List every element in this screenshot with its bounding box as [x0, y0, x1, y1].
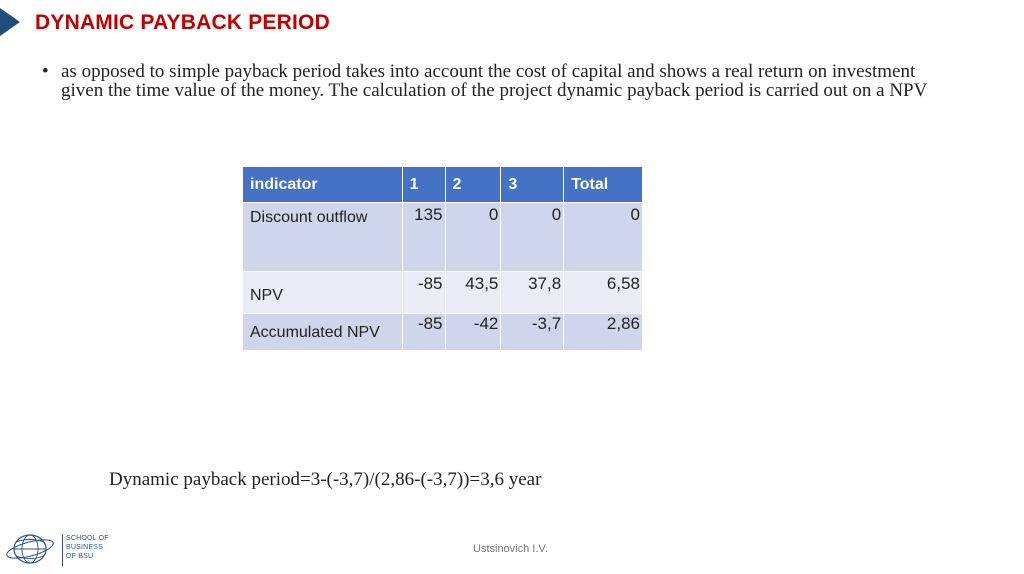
- table-cell: 0: [445, 203, 501, 272]
- table-header-cell: 1: [402, 167, 445, 203]
- footer-author: Ustsinovich I.V.: [473, 543, 548, 555]
- logo-divider: [62, 534, 63, 566]
- row-label: Discount outflow: [243, 203, 403, 272]
- table-cell: 6,58: [564, 272, 643, 314]
- table-header-cell: Total: [564, 167, 643, 203]
- logo-text: [66, 534, 109, 561]
- table-row: [243, 203, 643, 272]
- logo-line: SCHOOL OF: [66, 535, 109, 542]
- table-cell: -42: [445, 314, 501, 351]
- table-header-cell: 3: [501, 167, 564, 203]
- table-header-row: [243, 167, 643, 203]
- globe-logo-icon: [6, 532, 58, 566]
- table-cell: 2,86: [564, 314, 643, 351]
- table-row: [243, 314, 643, 351]
- table-cell: 135: [402, 203, 445, 272]
- title-arrow-icon: [0, 8, 20, 36]
- table-cell: -85: [402, 314, 445, 351]
- payback-formula: Dynamic payback period=3-(-3,7)/(2,86-(-3,7))=3,6 year: [109, 469, 542, 490]
- table-header-cell: 2: [445, 167, 501, 203]
- logo-line: BUSINESS: [66, 544, 103, 551]
- table-cell: 0: [501, 203, 564, 272]
- slide-title: DYNAMIC PAYBACK PERIOD: [35, 11, 330, 34]
- table-cell: 43,5: [445, 272, 501, 314]
- table-cell: 0: [564, 203, 643, 272]
- table-cell: 37,8: [501, 272, 564, 314]
- row-label: NPV: [243, 272, 403, 314]
- bullet-text: as opposed to simple payback period takes into account the cost of capital and shows a real return on investment given the time value of the money. The calculation of the project dynamic payback period is carried out on a NPV: [61, 61, 928, 101]
- logo-line: OF BSU: [66, 553, 94, 560]
- table-cell: -85: [402, 272, 445, 314]
- table-cell: -3,7: [501, 314, 564, 351]
- table-header-cell: indicator: [243, 167, 403, 203]
- school-logo: [6, 530, 126, 570]
- npv-table: [242, 166, 643, 351]
- bullet-icon: •: [42, 61, 49, 82]
- row-label: Accumulated NPV: [243, 314, 403, 351]
- table-row: [243, 272, 643, 314]
